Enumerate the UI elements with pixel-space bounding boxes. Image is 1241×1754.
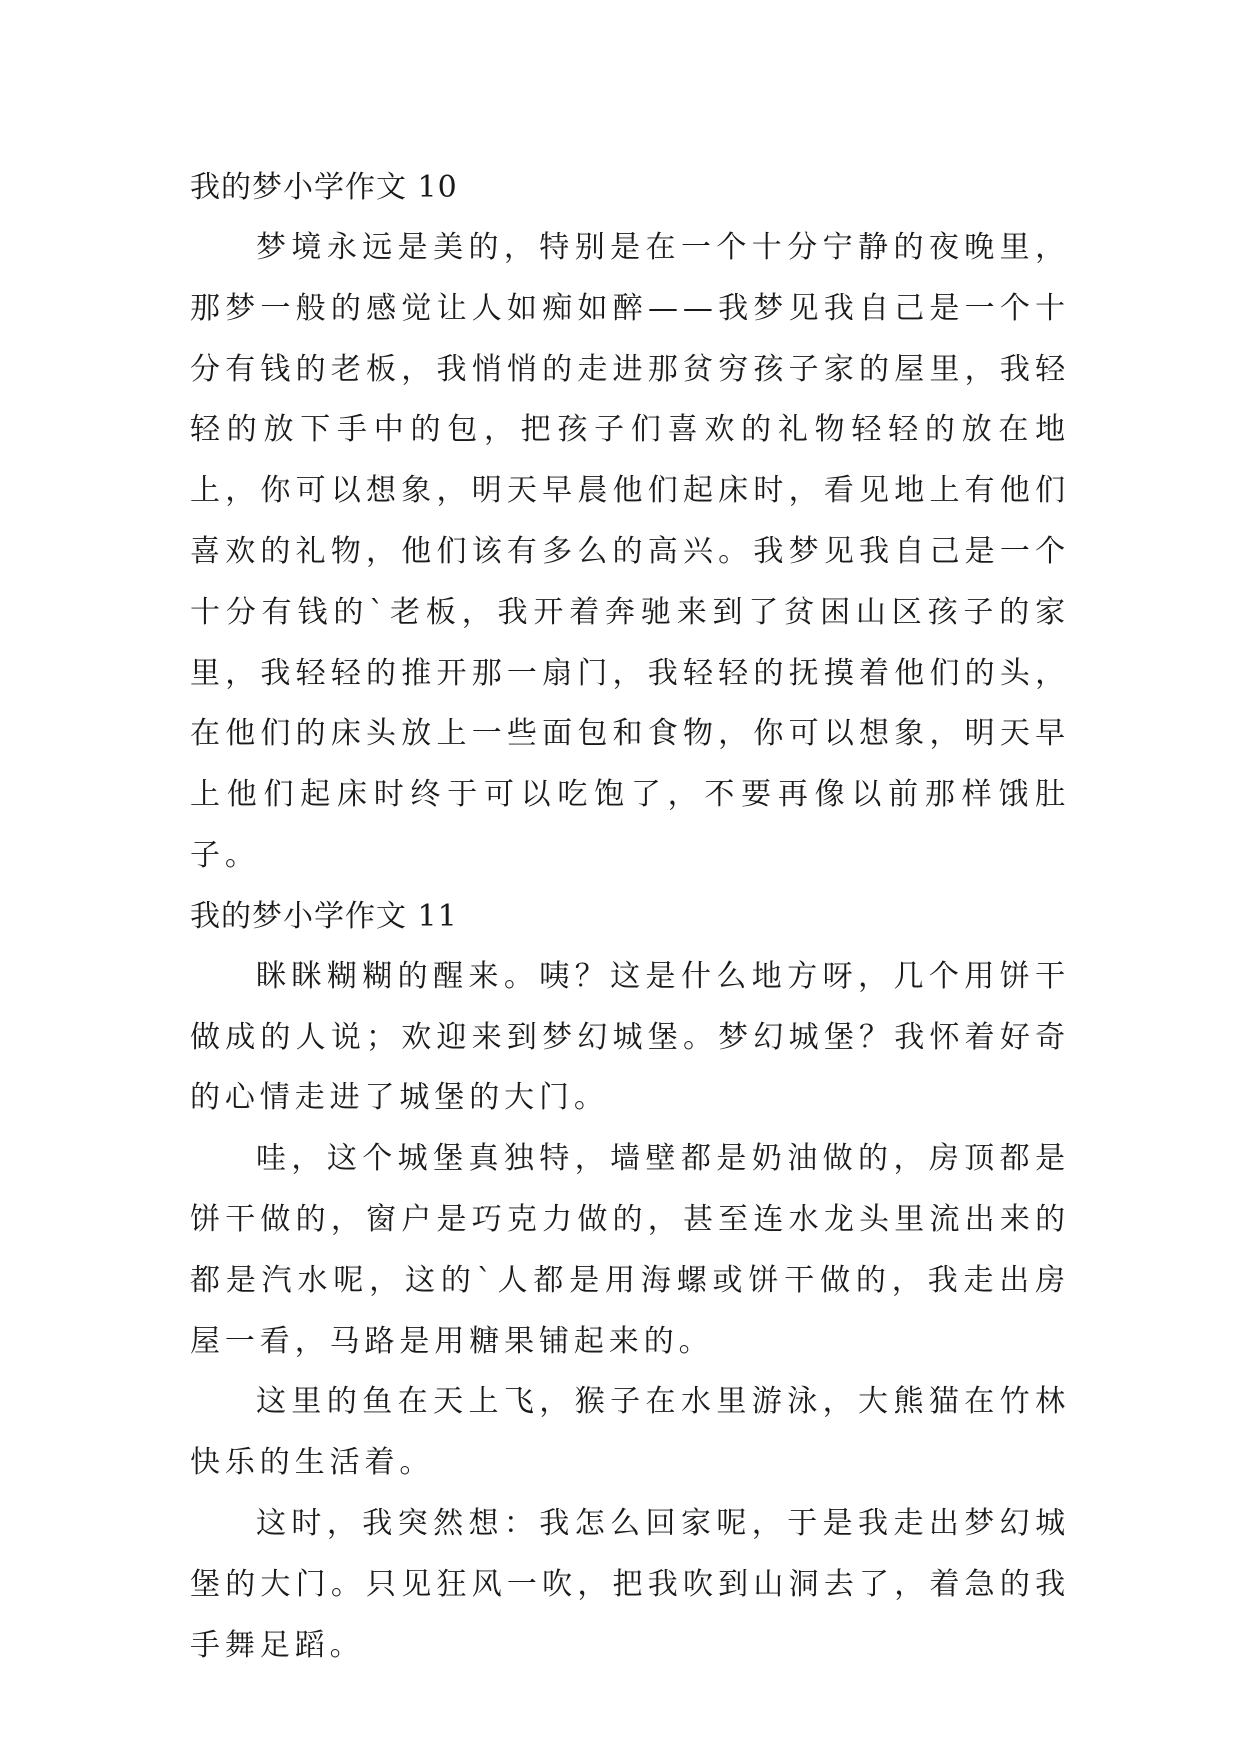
paragraph: 这里的鱼在天上飞，猴子在水里游泳，大熊猫在竹林快乐的生活着。 xyxy=(190,1384,1070,1481)
paragraph: 眯眯糊糊的醒来。咦？这是什么地方呀，几个用饼干做成的人说；欢迎来到梦幻城堡。梦幻城堡？我怀着好奇的心情走进了城堡的大门。 xyxy=(190,958,1070,1116)
paragraph: 这时，我突然想：我怎么回家呢，于是我走出梦幻城堡的大门。只见狂风一吹，把我吹到山洞去了，着急的我手舞足蹈。 xyxy=(190,1505,1070,1663)
paragraph: 梦境永远是美的，特别是在一个十分宁静的夜晚里，那梦一般的感觉让人如痴如醉——我梦见我自己是一个十分有钱的老板，我悄悄的走进那贫穷孩子家的屋里，我轻轻的放下手中的包，把孩子们喜欢的礼物轻轻的放在地上，你可以想象，明天早晨他们起床时，看见地上有他们喜欢的礼物，他们该有多么的高兴。我梦见我自己是一个十分有钱的`老板，我开着奔驰来到了贫困山区孩子的家里，我轻轻的推开那一扇门，我轻轻的抚摸着他们的头，在他们的床头放上一些面包和食物，你可以想象，明天早上他们起床时终于可以吃饱了，不要再像以前那样饿肚子。 xyxy=(190,230,1070,873)
section-title: 我的梦小学作文 11 xyxy=(190,898,458,934)
document-body xyxy=(190,158,1070,1676)
paragraph: 哇，这个城堡真独特，墙壁都是奶油做的，房顶都是饼干做的，窗户是巧克力做的，甚至连水龙头里流出来的都是汽水呢，这的`人都是用海螺或饼干做的，我走出房屋一看，马路是用糖果铺起来的。 xyxy=(190,1141,1070,1359)
section-title: 我的梦小学作文 10 xyxy=(190,170,458,205)
